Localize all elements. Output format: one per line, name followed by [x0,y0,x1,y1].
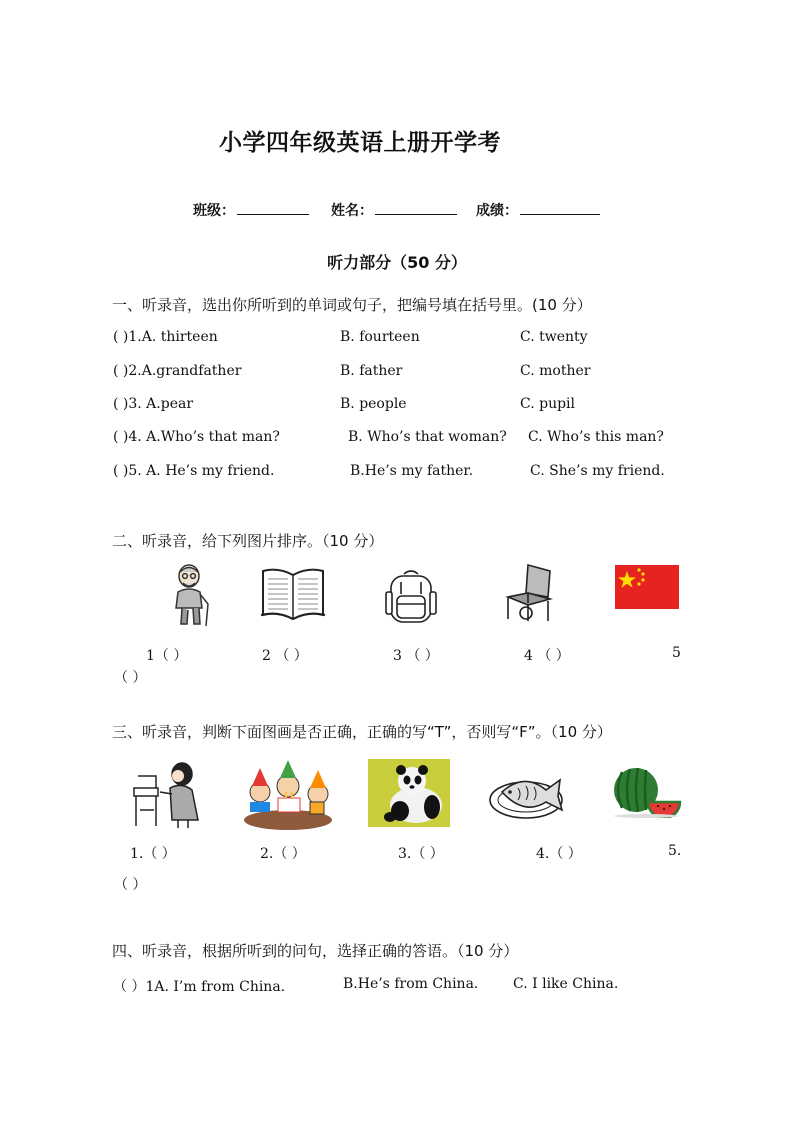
question-2: ( )2.A.grandfather [113,363,242,379]
question-4: ( )4. A.Who’s that man? [113,429,280,445]
option-b: B. people [340,396,407,412]
order-blank-4[interactable]: 4 （ ） [524,648,570,664]
option-b: B.He’s my father. [350,463,474,479]
section4-heading: 四、听录音，根据所听到的问句，选择正确的答语。（10 分） [112,942,519,960]
order-blank-3[interactable]: 3 （ ） [393,648,439,664]
book-image [260,565,326,621]
score-label: 成绩： [476,203,518,219]
class-label: 班级： [193,203,235,219]
class-field[interactable] [193,200,309,220]
option-b: B. father [340,363,403,379]
tf-blank-4[interactable]: 4.（ ） [536,846,582,862]
option-b: B. fourteen [340,329,420,345]
order-blank-5[interactable]: （ ） [114,670,147,686]
option-c: C. I like China. [513,976,619,992]
section4-question-1: （ ）1A. I’m from China. [113,979,286,995]
grandfather-image [162,562,222,628]
option-c: C. twenty [520,329,588,345]
schoolbag-image [384,568,438,624]
tf-blank-1[interactable]: 1.（ ） [130,846,176,862]
tf-number-5: 5. [668,843,682,859]
option-c: C. She’s my friend. [530,463,665,479]
name-label: 姓名： [331,203,373,219]
birthday-party-image [242,758,334,830]
option-c: C. Who’s this man? [528,429,664,445]
exam-title: 小学四年级英语上册开学考 [219,130,501,156]
option-b: B. Who’s that woman? [348,429,507,445]
section1-heading: 一、听录音，选出你所听到的单词或句子，把编号填在括号里。(10 分） [112,296,592,314]
order-blank-1[interactable]: 1（ ） [146,648,188,664]
tf-blank-2[interactable]: 2.（ ） [260,846,306,862]
chair-image [504,563,556,623]
question-1: ( )1.A. thirteen [113,329,218,345]
woman-chair-image [130,760,210,830]
option-c: C. mother [520,363,591,379]
china-flag-image [615,565,679,609]
question-5: ( )5. A. He’s my friend. [113,463,275,479]
option-c: C. pupil [520,396,576,412]
listening-part-title: 听力部分（50 分） [327,253,467,272]
tf-blank-5[interactable]: （ ） [114,877,147,893]
order-blank-2[interactable]: 2 （ ） [262,648,308,664]
tf-blank-3[interactable]: 3.（ ） [398,846,444,862]
question-3: ( )3. A.pear [113,396,194,412]
section3-heading: 三、听录音，判断下面图画是否正确，正确的写“T”，否则写“F”。（10 分） [112,723,612,741]
fish-plate-image [488,762,568,822]
watermelon-image [612,766,682,818]
panda-image [368,759,450,827]
section2-heading: 二、听录音，给下列图片排序。（10 分） [112,532,384,550]
order-number-5: 5 [672,645,681,661]
option-b: B.He’s from China. [343,976,479,992]
name-field[interactable] [331,200,457,220]
score-field[interactable] [476,200,600,220]
